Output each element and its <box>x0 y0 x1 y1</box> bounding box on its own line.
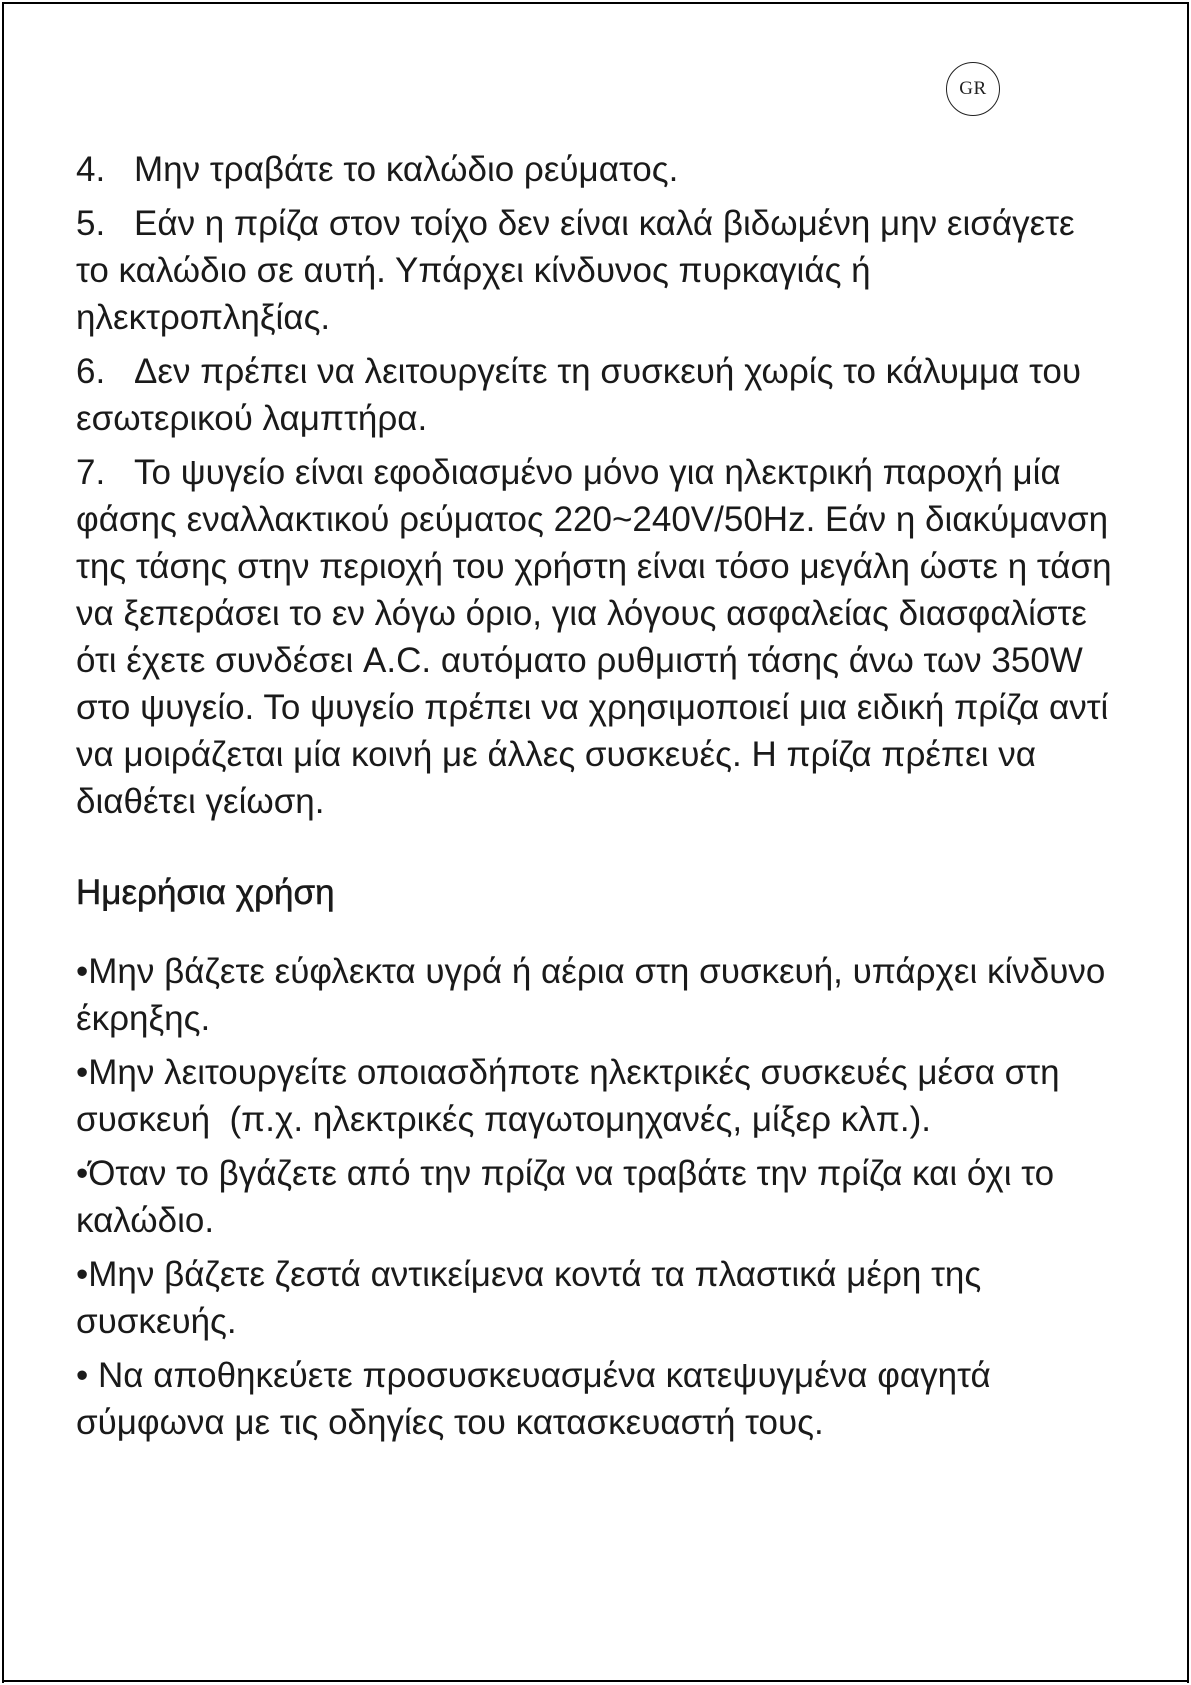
bullet-item: • Να αποθηκεύετε προσυσκευασμένα κατεψυγμένα φαγητά σύμφωνα με τις οδηγίες του κατασκευαστή τους. <box>76 1356 1001 1442</box>
bullet-item: •Μην βάζετε ζεστά αντικείμενα κοντά τα πλαστικά μέρη της συσκευής. <box>76 1255 991 1341</box>
list-item <box>76 348 1116 442</box>
document-body <box>76 146 1116 1453</box>
list-item <box>76 449 1116 825</box>
page-border-right <box>1187 2 1189 1683</box>
item-number: 7. <box>76 453 106 492</box>
bullet-item: •Μην βάζετε εύφλεκτα υγρά ή αέρια στη συσκευή, υπάρχει κίνδυνο έκρηξης. <box>76 952 1116 1038</box>
bullet-item: •Όταν το βγάζετε από την πρίζα να τραβάτε την πρίζα και όχι το καλώδιο. <box>76 1154 1064 1240</box>
list-item <box>76 200 1116 341</box>
item-text: Εάν η πρίζα στον τοίχο δεν είναι καλά βιδωμένη μην εισάγετε το καλώδιο σε αυτή. Υπάρχει κίνδυνος πυρκαγιάς ή ηλεκτροπληξίας. <box>76 204 1075 337</box>
page-border-bottom <box>2 1680 1189 1682</box>
item-number: 4. <box>76 150 106 189</box>
item-number: 6. <box>76 352 106 391</box>
bullet-item: •Μην λειτουργείτε οποιασδήποτε ηλεκτρικές συσκευές μέσα στη συσκευή (π.χ. ηλεκτρικές παγωτομηχανές, μίξερ κλπ.). <box>76 1053 1070 1139</box>
list-item <box>76 146 1116 193</box>
item-text: Μην τραβάτε το καλώδιο ρεύματος. <box>134 150 679 189</box>
language-badge: GR <box>946 62 1000 116</box>
item-number: 5. <box>76 204 106 243</box>
item-text: Δεν πρέπει να λειτουργείτε τη συσκευή χωρίς το κάλυμμα του εσωτερικού λαμπτήρα. <box>76 352 1082 438</box>
section-heading: Ημερήσια χρήση <box>76 873 335 912</box>
page-border-left <box>2 2 4 1683</box>
page-border-top <box>2 2 1189 4</box>
item-text: Το ψυγείο είναι εφοδιασμένο μόνο για ηλεκτρική παροχή μία φάσης εναλλακτικού ρεύματος 220~240V/50Hz. Εάν η διακύμανση της τάσης στην περιοχή του χρήστη είναι τόσο μεγάλη ώστε η τάση να ξεπεράσει το εν λόγω όριο, για λόγους ασφαλείας διασφαλίστε ότι έχετε συνδέσει A.C. αυτόματο ρυθμιστή τάσης άνω των 350W στο ψυγείο. Το ψυγείο πρέπει να χρησιμοποιεί μια ειδική πρίζα αντί να μοιράζεται μία κοινή με άλλες συσκευές. Η πρίζα πρέπει να διαθέτει γείωση. <box>76 453 1112 821</box>
